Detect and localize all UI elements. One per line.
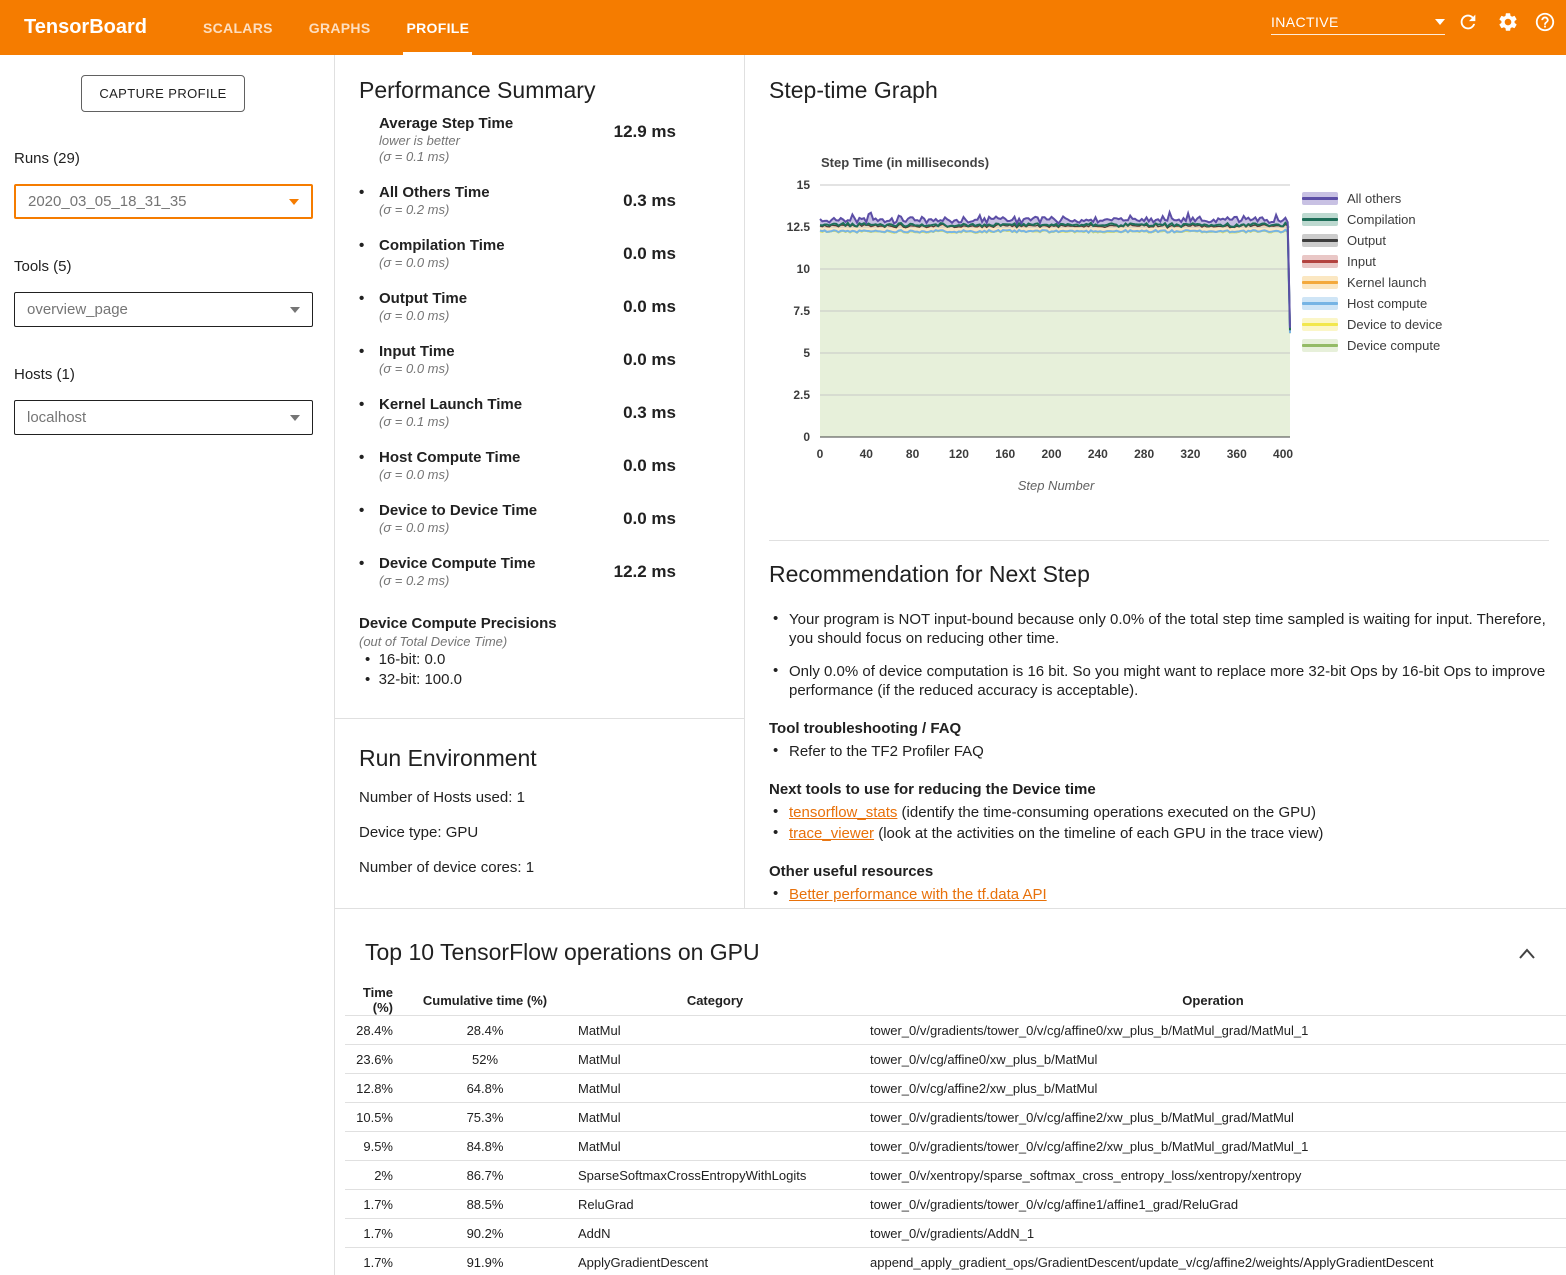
tools-select-value: overview_page <box>27 301 128 318</box>
table-row: 28.4% 28.4% MatMul tower_0/v/gradients/tower_0/v/cg/affine0/xw_plus_b/MatMul_grad/MatMul_1 <box>345 1016 1566 1045</box>
run-env-hosts: Number of Hosts used: 1 <box>359 789 525 806</box>
runs-label: Runs (29) <box>14 150 80 167</box>
recommendation-bullet: • Your program is NOT input-bound because only 0.0% of the total step time sampled is waiting for input. Therefore, you should focus on reducing other time. <box>773 610 1546 647</box>
settings-icon[interactable] <box>1497 11 1519 33</box>
chart-x-axis-label: Step Number <box>1017 478 1095 493</box>
app-header <box>0 0 1566 55</box>
col-time: Time (%) <box>345 985 400 1016</box>
svg-text:320: 320 <box>1180 447 1201 461</box>
runs-select[interactable] <box>14 184 313 219</box>
metrics-list <box>359 115 721 690</box>
table-row: 1.7% 91.9% ApplyGradientDescent append_apply_gradient_ops/GradientDescent/update_v/cg/affine2/weights/ApplyGradientDescent <box>345 1248 1566 1275</box>
divider <box>335 718 744 719</box>
resources-heading: Other useful resources <box>769 863 934 880</box>
chart-title: Step Time (in milliseconds) <box>821 155 990 170</box>
legend-swatch <box>1302 276 1338 289</box>
legend-item-output: Output <box>1302 230 1442 251</box>
svg-text:280: 280 <box>1134 447 1155 461</box>
metric-device-compute-time: • Device Compute Time (σ = 0.2 ms) 12.2 ms <box>359 555 721 589</box>
refresh-icon[interactable] <box>1457 11 1479 33</box>
chart-legend <box>1302 188 1442 356</box>
tool-link-item: • tensorflow_stats (identify the time-consuming operations executed on the GPU) <box>773 803 1316 821</box>
svg-text:200: 200 <box>1041 447 1062 461</box>
top-ops-panel <box>335 908 1566 1275</box>
svg-text:10: 10 <box>796 262 810 276</box>
step-time-chart-svg <box>775 173 1305 473</box>
tab-profile[interactable]: PROFILE <box>403 0 472 55</box>
step-time-graph-panel <box>746 55 1566 908</box>
table-row: 12.8% 64.8% MatMul tower_0/v/cg/affine2/xw_plus_b/MatMul <box>345 1074 1566 1103</box>
metric-value: 0.0 ms <box>623 244 676 263</box>
run-environment-title: Run Environment <box>359 745 537 771</box>
metric-value: 0.0 ms <box>623 297 676 316</box>
legend-item-host-compute: Host compute <box>1302 293 1442 314</box>
run-env-device-type: Device type: GPU <box>359 824 479 841</box>
legend-swatch <box>1302 318 1338 331</box>
status-dropdown-value: INACTIVE <box>1271 13 1339 30</box>
metric-kernel-launch-time: • Kernel Launch Time (σ = 0.1 ms) 0.3 ms <box>359 396 721 430</box>
run-env-cores: Number of device cores: 1 <box>359 859 535 876</box>
legend-swatch <box>1302 339 1338 352</box>
svg-text:160: 160 <box>995 447 1016 461</box>
legend-swatch <box>1302 255 1338 268</box>
top-ops-table <box>345 985 1566 1275</box>
metric-input-time: • Input Time (σ = 0.0 ms) 0.0 ms <box>359 343 721 377</box>
metric-value: 0.0 ms <box>623 456 676 475</box>
metric-value: 0.0 ms <box>623 350 676 369</box>
legend-swatch <box>1302 297 1338 310</box>
metric-output-time: • Output Time (σ = 0.0 ms) 0.0 ms <box>359 290 721 324</box>
capture-profile-button[interactable]: CAPTURE PROFILE <box>81 75 245 112</box>
svg-text:5: 5 <box>803 346 810 360</box>
table-row: 9.5% 84.8% MatMul tower_0/v/gradients/tower_0/v/cg/affine2/xw_plus_b/MatMul_grad/MatMul_1 <box>345 1132 1566 1161</box>
legend-item-input: Input <box>1302 251 1442 272</box>
svg-text:0: 0 <box>803 430 810 444</box>
hosts-select[interactable] <box>14 400 313 435</box>
svg-text:2.5: 2.5 <box>793 388 810 402</box>
tab-scalars[interactable]: SCALARS <box>203 19 273 36</box>
metric-value: 12.2 ms <box>613 562 676 581</box>
metric-device-to-device-time: • Device to Device Time (σ = 0.0 ms) 0.0 ms <box>359 502 721 536</box>
hosts-label: Hosts (1) <box>14 366 75 383</box>
legend-item-device-compute: Device compute <box>1302 335 1442 356</box>
svg-text:80: 80 <box>905 447 920 461</box>
recommendation-section <box>769 540 1549 918</box>
metric-value: 12.9 ms <box>613 122 676 141</box>
legend-swatch <box>1302 234 1338 247</box>
performance-summary-panel <box>335 55 745 908</box>
status-dropdown[interactable] <box>1271 9 1445 35</box>
app-title: TensorBoard <box>24 16 147 38</box>
chevron-down-icon <box>290 307 300 313</box>
svg-text:40: 40 <box>859 447 873 461</box>
run-environment <box>359 745 537 893</box>
svg-text:7.5: 7.5 <box>793 304 810 318</box>
tensorflow-stats-link[interactable]: tensorflow_stats <box>789 804 898 821</box>
tools-select[interactable] <box>14 292 313 327</box>
runs-select-value: 2020_03_05_18_31_35 <box>28 193 187 210</box>
table-row: 2% 86.7% SparseSoftmaxCrossEntropyWithLogits tower_0/v/xentropy/sparse_softmax_cross_entropy_loss/xentropy/xentropy <box>345 1161 1566 1190</box>
svg-text:120: 120 <box>948 447 969 461</box>
col-operation: Operation <box>860 985 1566 1016</box>
legend-item-all-others: All others <box>1302 188 1442 209</box>
sidebar <box>0 55 335 1275</box>
legend-swatch <box>1302 213 1338 226</box>
step-time-graph-title: Step-time Graph <box>769 77 938 103</box>
resource-link-item: • Better performance with the tf.data API <box>773 885 1047 903</box>
svg-text:15: 15 <box>796 178 810 192</box>
metric-host-compute-time: • Host Compute Time (σ = 0.0 ms) 0.0 ms <box>359 449 721 483</box>
metric-average-step-time: Average Step Time lower is better (σ = 0.1 ms) 12.9 ms <box>359 115 721 165</box>
table-row: 1.7% 90.2% AddN tower_0/v/gradients/AddN_1 <box>345 1219 1566 1248</box>
faq-item: • Refer to the TF2 Profiler FAQ <box>773 742 984 760</box>
help-icon[interactable] <box>1534 11 1556 33</box>
chevron-down-icon <box>289 199 299 205</box>
next-tools-heading: Next tools to use for reducing the Device time <box>769 781 1096 798</box>
table-row: 23.6% 52% MatMul tower_0/v/cg/affine0/xw_plus_b/MatMul <box>345 1045 1566 1074</box>
metric-value: 0.3 ms <box>623 403 676 422</box>
col-cumulative: Cumulative time (%) <box>400 985 570 1016</box>
svg-text:0: 0 <box>816 447 824 461</box>
trace-viewer-link[interactable]: trace_viewer <box>789 825 875 842</box>
metric-value: 0.0 ms <box>623 509 676 528</box>
hosts-select-value: localhost <box>27 409 87 426</box>
tool-link-item: • trace_viewer (look at the activities on the timeline of each GPU in the trace view) <box>773 824 1324 842</box>
top-ops-title: Top 10 TensorFlow operations on GPU <box>365 939 760 965</box>
device-compute-precisions: Device Compute Precisions (out of Total Device Time) • 16-bit: 0.0 • 32-bit: 100.0 <box>359 615 721 690</box>
legend-item-device-to-device: Device to device <box>1302 314 1442 335</box>
precision-16bit: • 16-bit: 0.0 <box>365 651 446 668</box>
chevron-down-icon <box>1435 19 1445 25</box>
svg-text:360: 360 <box>1226 447 1247 461</box>
header-tabs <box>200 0 472 55</box>
metric-all-others-time: • All Others Time (σ = 0.2 ms) 0.3 ms <box>359 184 721 218</box>
table-row: 10.5% 75.3% MatMul tower_0/v/gradients/tower_0/v/cg/affine2/xw_plus_b/MatMul_grad/MatMul <box>345 1103 1566 1132</box>
table-row: 1.7% 88.5% ReluGrad tower_0/v/gradients/tower_0/v/cg/affine1/affine1_grad/ReluGrad <box>345 1190 1566 1219</box>
table-header-row <box>345 985 1566 1016</box>
col-category: Category <box>570 985 860 1016</box>
svg-text:240: 240 <box>1087 447 1108 461</box>
chevron-down-icon <box>290 415 300 421</box>
svg-text:400: 400 <box>1273 447 1294 461</box>
metric-compilation-time: • Compilation Time (σ = 0.0 ms) 0.0 ms <box>359 237 721 271</box>
chevron-up-icon[interactable] <box>1518 947 1536 961</box>
legend-item-compilation: Compilation <box>1302 209 1442 230</box>
metric-value: 0.3 ms <box>623 191 676 210</box>
svg-text:12.5: 12.5 <box>786 220 810 234</box>
tfdata-api-link[interactable]: Better performance with the tf.data API <box>789 886 1047 903</box>
tools-label: Tools (5) <box>14 258 72 275</box>
legend-item-kernel-launch: Kernel launch <box>1302 272 1442 293</box>
legend-swatch <box>1302 192 1338 205</box>
performance-summary-title: Performance Summary <box>359 77 596 103</box>
recommendation-title: Recommendation for Next Step <box>769 561 1090 587</box>
faq-heading: Tool troubleshooting / FAQ <box>769 720 962 737</box>
tab-graphs[interactable]: GRAPHS <box>308 19 371 36</box>
precision-32bit: • 32-bit: 100.0 <box>365 671 462 688</box>
recommendation-bullet: • Only 0.0% of device computation is 16 bit. So you might want to replace more 32-bit Ops by 16-bit Ops to improve performance (if the reduced accuracy is acceptable). <box>773 662 1546 699</box>
